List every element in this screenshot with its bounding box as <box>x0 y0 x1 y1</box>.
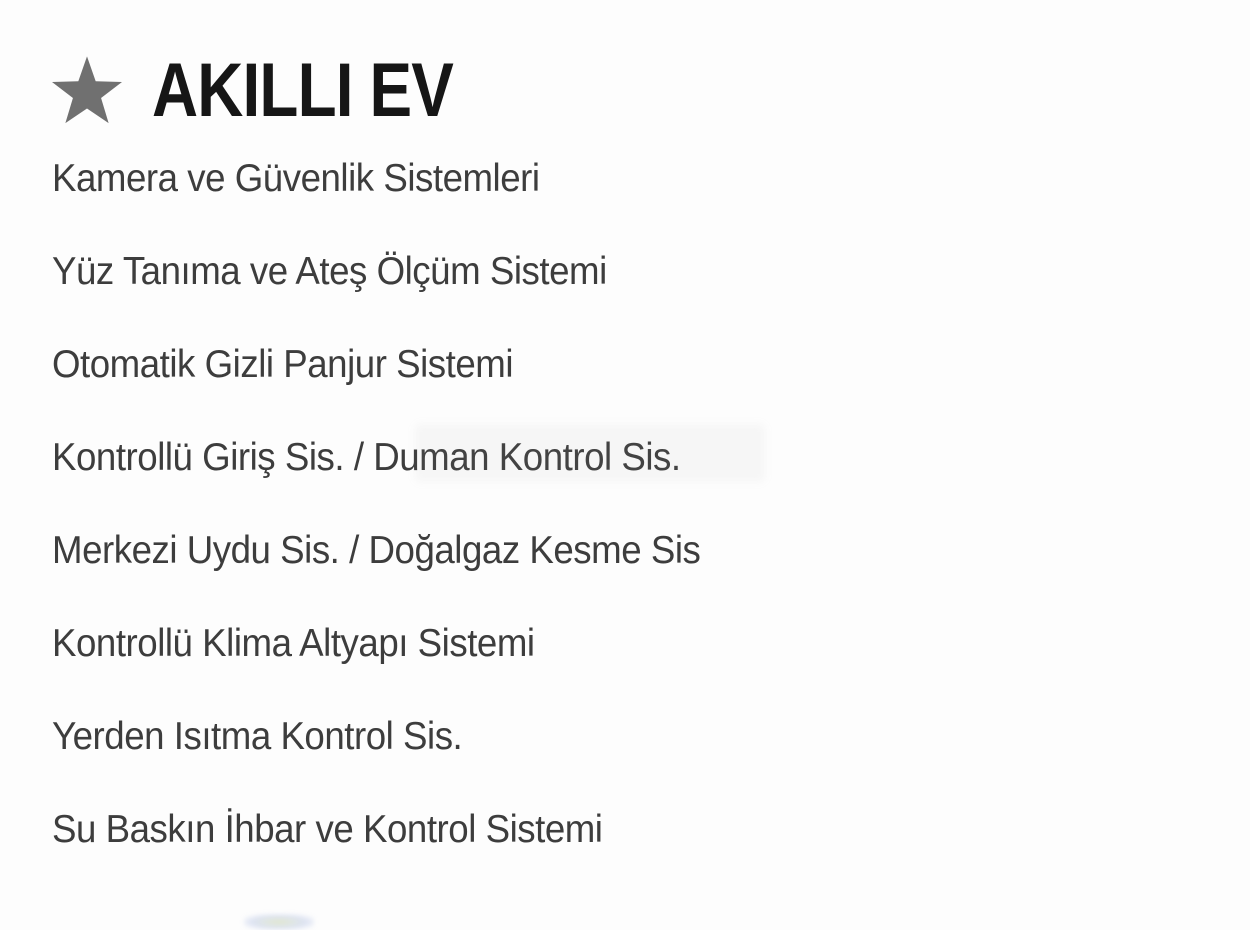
feature-label: Yerden Isıtma Kontrol Sis. <box>52 714 463 758</box>
feature-item <box>52 504 1250 597</box>
feature-label: Kamera ve Güvenlik Sistemleri <box>52 156 540 200</box>
feature-item <box>52 783 1250 876</box>
feature-item <box>52 690 1250 783</box>
feature-label: Yüz Tanıma ve Ateş Ölçüm Sistemi <box>52 249 607 293</box>
feature-list <box>52 132 1250 876</box>
feature-label: Merkezi Uydu Sis. / Doğalgaz Kesme Sis <box>52 528 701 572</box>
feature-label: Kontrollü Klima Altyapı Sistemi <box>52 621 535 665</box>
section-header <box>52 0 1250 132</box>
feature-item <box>52 318 1250 411</box>
page-title: AKILLI EV <box>152 47 454 133</box>
feature-label: Otomatik Gizli Panjur Sistemi <box>52 342 514 386</box>
star-icon <box>52 56 122 124</box>
feature-item <box>52 225 1250 318</box>
feature-item <box>52 411 1250 504</box>
feature-label: Su Baskın İhbar ve Kontrol Sistemi <box>52 807 603 851</box>
feature-label: Kontrollü Giriş Sis. / Duman Kontrol Sis. <box>52 435 681 479</box>
bottom-cropped-artifact <box>244 914 314 930</box>
feature-item <box>52 597 1250 690</box>
feature-item <box>52 132 1250 225</box>
